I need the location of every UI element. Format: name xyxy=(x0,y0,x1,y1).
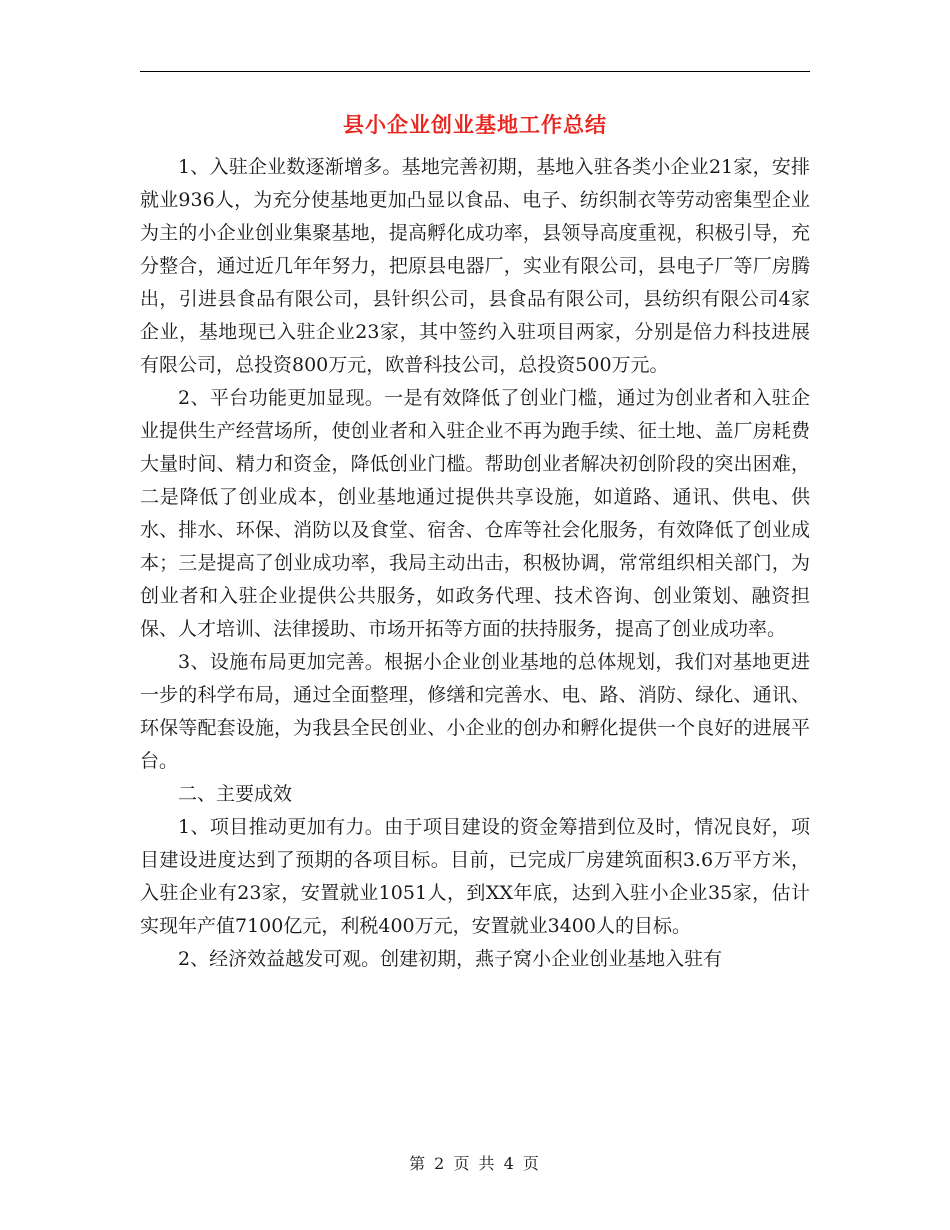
page-number-footer: 第 2 页 共 4 页 xyxy=(409,1154,541,1173)
header-rule xyxy=(140,71,810,72)
paragraph-enterprises-increase: 1、入驻企业数逐渐增多。基地完善初期，基地入驻各类小企业21家，安排就业936人，为充分使基地更加凸显以食品、电子、纺织制衣等劳动密集型企业为主的小企业创业集聚基地，提高孵化成功率，县领导高度重视，积极引导，充分整合，通过近几年年努力，把原县电器厂，实业有限公司，县电子厂等厂房腾出，引进县食品有限公司，县针织公司，县食品有限公司，县纺织有限公司4家企业，基地现已入驻企业23家，其中签约入驻项目两家，分别是倍力科技进展有限公司，总投资800万元，欧普科技公司，总投资500万元。 xyxy=(140,156,810,376)
paragraph-project-progress: 1、项目推动更加有力。由于项目建设的资金筹措到位及时，情况良好，项目建设进度达到了预期的各项目标。目前，已完成厂房建筑面积3.6万平方米，入驻企业有23家，安置就业1051人，到XX年底，达到入驻小企业35家，估计实现年产值7100亿元，利税400万元，安置就业3400人的目标。 xyxy=(140,816,810,937)
document-body xyxy=(140,151,810,976)
section-heading-main-results: 二、主要成效 xyxy=(178,783,293,805)
paragraph-economic-benefit: 2、经济效益越发可观。创建初期，燕子窝小企业创业基地入驻有 xyxy=(178,948,723,970)
paragraph-platform-function: 2、平台功能更加显现。一是有效降低了创业门槛，通过为创业者和入驻企业提供生产经营场所，使创业者和入驻企业不再为跑手续、征土地、盖厂房耗费大量时间、精力和资金，降低创业门槛。帮助创业者解决初创阶段的突出困难，二是降低了创业成本，创业基地通过提供共享设施，如道路、通讯、供电、供水、排水、环保、消防以及食堂、宿舍、仓库等社会化服务，有效降低了创业成本；三是提高了创业成功率，我局主动出击，积极协调，常常组织相关部门，为创业者和入驻企业提供公共服务，如政务代理、技术咨询、创业策划、融资担保、人才培训、法律援助、市场开拓等方面的扶持服务，提高了创业成功率。 xyxy=(140,387,810,640)
document-title: 县小企业创业基地工作总结 xyxy=(343,113,607,137)
paragraph-facility-layout: 3、设施布局更加完善。根据小企业创业基地的总体规划，我们对基地更进一步的科学布局，通过全面整理，修缮和完善水、电、路、消防、绿化、通讯、环保等配套设施，为我县全民创业、小企业的创办和孵化提供一个良好的进展平台。 xyxy=(140,651,810,772)
